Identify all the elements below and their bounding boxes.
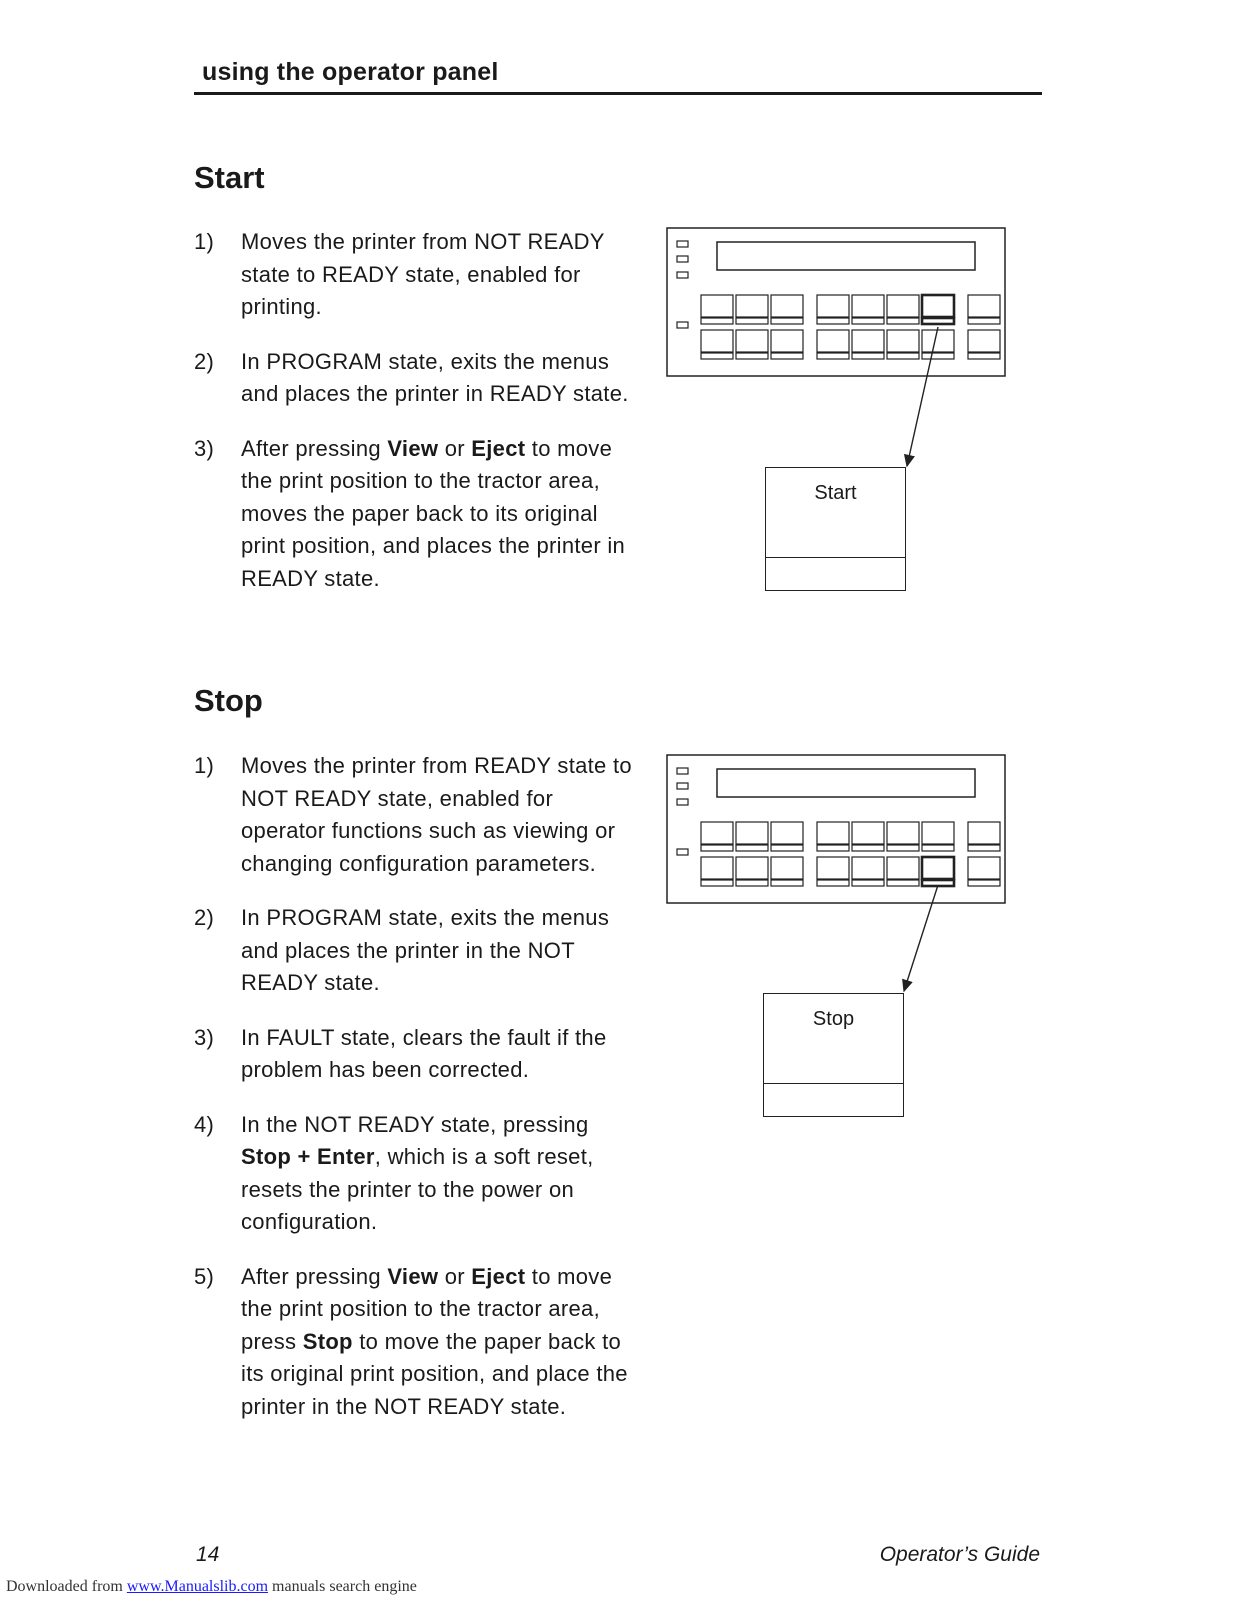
list-item bbox=[194, 1109, 634, 1239]
panel-key bbox=[817, 295, 849, 317]
key-base bbox=[887, 353, 919, 359]
panel-key bbox=[922, 822, 954, 844]
step-number: 2) bbox=[194, 348, 215, 374]
page-number: 14 bbox=[196, 1543, 220, 1566]
panel-key bbox=[887, 822, 919, 844]
key-base bbox=[852, 845, 884, 851]
indicator-light bbox=[677, 783, 688, 789]
key-view: View bbox=[387, 1263, 439, 1289]
start-steps-list bbox=[194, 226, 634, 617]
panel-key bbox=[771, 857, 803, 879]
step-text: In PROGRAM state, exits the menus and places the printer in READY state. bbox=[241, 348, 629, 406]
key-base bbox=[771, 845, 803, 851]
list-item bbox=[194, 1022, 634, 1087]
panel-key bbox=[701, 857, 733, 879]
panel-key bbox=[817, 857, 849, 879]
key-base bbox=[922, 845, 954, 851]
key-base bbox=[852, 880, 884, 886]
key-base bbox=[968, 318, 1000, 324]
stop-heading: Stop bbox=[194, 683, 263, 718]
stop-key-callout bbox=[763, 993, 904, 1117]
running-header: using the operator panel bbox=[202, 58, 499, 86]
key-base bbox=[922, 880, 954, 886]
step-number: 3) bbox=[194, 435, 215, 461]
step-text: In PROGRAM state, exits the menus and places the printer in the NOT READY state. bbox=[241, 905, 610, 995]
stop-steps-list bbox=[194, 750, 634, 1445]
panel-key bbox=[968, 822, 1000, 844]
header-rule bbox=[194, 92, 1042, 95]
list-item bbox=[194, 1261, 634, 1424]
stop-key-label: Stop bbox=[812, 1008, 855, 1030]
step-text: Moves the printer from NOT READY state to READY state, enabled for printing. bbox=[241, 229, 605, 319]
panel-key bbox=[968, 295, 1000, 317]
key-base bbox=[817, 880, 849, 886]
panel-key bbox=[887, 857, 919, 879]
indicator-light bbox=[677, 768, 688, 774]
key-base bbox=[887, 318, 919, 324]
panel-key bbox=[817, 822, 849, 844]
indicator-light bbox=[677, 272, 688, 278]
key-base bbox=[701, 353, 733, 359]
panel-key bbox=[736, 295, 768, 317]
key-base bbox=[701, 318, 733, 324]
key-base bbox=[701, 845, 733, 851]
list-item bbox=[194, 433, 634, 596]
key-base bbox=[771, 318, 803, 324]
operator-panel-diagram-stop bbox=[666, 754, 1006, 904]
panel-key bbox=[968, 857, 1000, 879]
indicator-light bbox=[677, 849, 688, 855]
callout-divider bbox=[764, 1083, 903, 1084]
step-number: 1) bbox=[194, 753, 215, 778]
indicator-light bbox=[677, 241, 688, 247]
start-key-callout bbox=[765, 467, 906, 591]
highlighted-key bbox=[922, 857, 954, 879]
panel-key bbox=[736, 857, 768, 879]
panel-key bbox=[736, 330, 768, 352]
key-base bbox=[817, 353, 849, 359]
key-base bbox=[817, 845, 849, 851]
step-text: In the NOT READY state, pressing Stop + Enter, which is a soft reset, resets the printer to the power on configuration. bbox=[241, 1111, 594, 1234]
download-note: Downloaded from www.Manualslib.com manuals search engine bbox=[6, 1578, 417, 1595]
highlighted-key bbox=[922, 295, 954, 317]
start-heading: Start bbox=[194, 160, 265, 195]
step-text: Moves the printer from READY state to NOT READY state, enabled for operator functions such as viewing or changing configuration parameters. bbox=[241, 753, 632, 876]
panel-key bbox=[817, 330, 849, 352]
operator-panel-diagram-start bbox=[666, 227, 1006, 377]
step-number: 1) bbox=[194, 229, 215, 254]
step-text: After pressing View or Eject to move the print position to the tractor area, moves the paper back to its original print position, and places the printer in READY state. bbox=[241, 435, 626, 591]
indicator-light bbox=[677, 322, 688, 328]
panel-key bbox=[736, 822, 768, 844]
panel-key bbox=[701, 330, 733, 352]
panel-key bbox=[887, 295, 919, 317]
key-base bbox=[852, 353, 884, 359]
key-base bbox=[771, 353, 803, 359]
step-number: 2) bbox=[194, 905, 215, 930]
step-text: After pressing View or Eject to move the print position to the tractor area, press Stop to move the paper back to its original print position, and place the printer in the NOT READY state. bbox=[241, 1263, 628, 1419]
key-base bbox=[701, 880, 733, 886]
step-number: 5) bbox=[194, 1263, 215, 1289]
panel-key bbox=[771, 822, 803, 844]
callout-divider bbox=[766, 557, 905, 558]
key-base bbox=[817, 318, 849, 324]
key-base bbox=[968, 845, 1000, 851]
indicator-light bbox=[677, 256, 688, 262]
panel-key bbox=[701, 295, 733, 317]
list-item bbox=[194, 750, 634, 880]
key-view: View bbox=[387, 435, 439, 461]
display-window bbox=[717, 242, 975, 270]
panel-key bbox=[887, 330, 919, 352]
display-window bbox=[717, 769, 975, 797]
panel-key bbox=[922, 330, 954, 352]
panel-key bbox=[852, 822, 884, 844]
key-base bbox=[771, 880, 803, 886]
key-eject: Eject bbox=[471, 435, 526, 461]
panel-key bbox=[852, 857, 884, 879]
panel-key bbox=[771, 295, 803, 317]
key-base bbox=[736, 880, 768, 886]
list-item bbox=[194, 902, 634, 1000]
guide-title: Operator’s Guide bbox=[879, 1543, 1040, 1566]
panel-key bbox=[852, 295, 884, 317]
key-base bbox=[887, 845, 919, 851]
key-base bbox=[968, 880, 1000, 886]
indicator-light bbox=[677, 799, 688, 805]
list-item bbox=[194, 226, 634, 324]
panel-key bbox=[968, 330, 1000, 352]
list-item bbox=[194, 346, 634, 411]
key-stop: Stop bbox=[302, 1328, 353, 1354]
step-text: In FAULT state, clears the fault if the problem has been corrected. bbox=[241, 1024, 607, 1082]
key-base bbox=[887, 880, 919, 886]
key-base bbox=[852, 318, 884, 324]
key-base bbox=[922, 318, 954, 324]
key-eject: Eject bbox=[471, 1263, 526, 1289]
panel-key bbox=[701, 822, 733, 844]
start-key-label: Start bbox=[814, 482, 857, 504]
key-base bbox=[968, 353, 1000, 359]
panel-key bbox=[771, 330, 803, 352]
key-base bbox=[922, 353, 954, 359]
key-stop-enter: Stop + Enter bbox=[241, 1144, 375, 1169]
key-base bbox=[736, 353, 768, 359]
step-number: 4) bbox=[194, 1111, 215, 1137]
panel-key bbox=[852, 330, 884, 352]
manualslib-link[interactable]: www.Manualslib.com bbox=[126, 1578, 269, 1595]
step-number: 3) bbox=[194, 1024, 215, 1050]
key-base bbox=[736, 318, 768, 324]
key-base bbox=[736, 845, 768, 851]
